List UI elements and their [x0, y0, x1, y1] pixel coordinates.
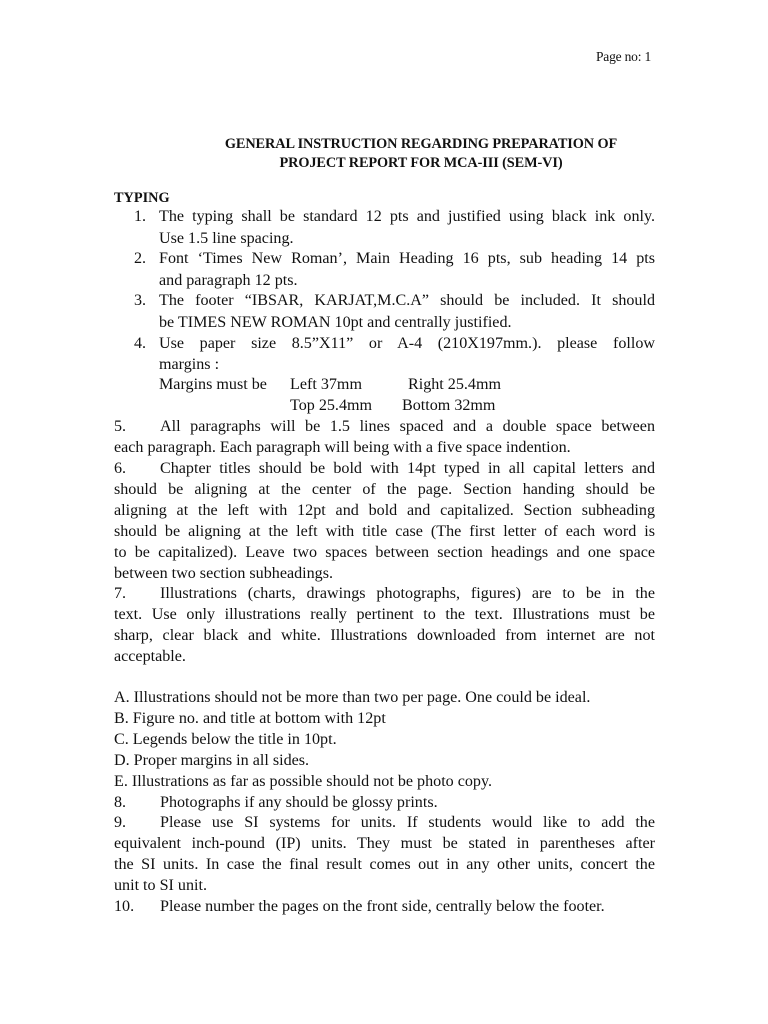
document-title-line-2: PROJECT REPORT FOR MCA-III (SEM-VI): [279, 155, 563, 171]
document-title-line-1: GENERAL INSTRUCTION REGARDING PREPARATION OF: [224, 136, 618, 152]
item-5-number: 5.: [114, 418, 127, 435]
item-7-line-3: sharp, clear black and white. Illustrations downloaded from internet are not: [114, 627, 655, 644]
sub-item-b: B. Figure no. and title at bottom with 12pt: [114, 710, 386, 727]
item-6-line-3: aligning at the left with 12pt and bold and capitalized. Section subheading: [114, 502, 655, 519]
item-6-number: 6.: [114, 460, 127, 477]
item-7-line-1: Illustrations (charts, drawings photographs, figures) are to be in the: [160, 585, 655, 602]
item-3-line-1: The footer “IBSAR, KARJAT,M.C.A” should be included. It should: [159, 292, 655, 309]
sub-item-a: A. Illustrations should not be more than two per page. One could be ideal.: [114, 689, 591, 706]
item-6-line-5: to be capitalized). Leave two spaces between section headings and one space: [114, 544, 655, 561]
margin-right-value: Right 25.4mm: [408, 376, 501, 393]
item-2-number: 2.: [134, 250, 147, 267]
item-6-line-6: between two section subheadings.: [114, 565, 334, 582]
item-10-number: 10.: [114, 898, 135, 915]
item-1-line-2: Use 1.5 line spacing.: [159, 230, 294, 247]
margin-top-value: Top 25.4mm: [290, 397, 373, 414]
margins-label: Margins must be: [159, 376, 267, 393]
item-10-line-1: Please number the pages on the front side, centrally below the footer.: [160, 898, 605, 915]
item-8-number: 8.: [114, 794, 127, 811]
item-6-line-1: Chapter titles should be bold with 14pt typed in all capital letters and: [160, 460, 655, 477]
item-9-line-1: Please use SI systems for units. If students would like to add the: [160, 814, 655, 831]
item-6-line-2: should be aligning at the center of the page. Section handing should be: [114, 481, 655, 498]
item-2-line-2: and paragraph 12 pts.: [159, 272, 298, 289]
item-5-line-2: each paragraph. Each paragraph will being with a five space indention.: [114, 439, 571, 456]
item-7-line-2: text. Use only illustrations really pertinent to the text. Illustrations must be: [114, 606, 655, 623]
margin-bottom-value: Bottom 32mm: [402, 397, 496, 414]
section-heading-typing: TYPING: [114, 190, 170, 206]
item-1-line-1: The typing shall be standard 12 pts and justified using black ink only.: [159, 208, 655, 225]
item-5-line-1: All paragraphs will be 1.5 lines spaced and a double space between: [160, 418, 655, 435]
item-9-line-3: the SI units. In case the final result comes out in any other units, concert the: [114, 856, 655, 873]
page-number: Page no: 1: [596, 49, 651, 64]
item-3-number: 3.: [134, 292, 147, 309]
item-9-line-4: unit to SI unit.: [114, 877, 207, 894]
item-2-line-1: Font ‘Times New Roman’, Main Heading 16 pts, sub heading 14 pts: [159, 250, 655, 267]
sub-item-d: D. Proper margins in all sides.: [114, 752, 310, 769]
item-6-line-4: should be aligning at the left with title case (The first letter of each word is: [114, 523, 655, 540]
item-3-line-2: be TIMES NEW ROMAN 10pt and centrally justified.: [159, 314, 512, 331]
item-8-line-1: Photographs if any should be glossy prints.: [160, 794, 438, 811]
item-7-line-4: acceptable.: [114, 648, 186, 665]
item-4-line-2: margins :: [159, 356, 220, 373]
sub-item-e: E. Illustrations as far as possible should not be photo copy.: [114, 773, 492, 790]
item-4-line-1: Use paper size 8.5”X11” or A-4 (210X197mm.). please follow: [159, 335, 655, 352]
item-1-number: 1.: [134, 208, 147, 225]
margin-left-value: Left 37mm: [290, 376, 362, 393]
item-7-number: 7.: [114, 585, 127, 602]
sub-item-c: C. Legends below the title in 10pt.: [114, 731, 337, 748]
item-9-line-2: equivalent inch-pound (IP) units. They must be stated in parentheses after: [114, 835, 655, 852]
item-9-number: 9.: [114, 814, 127, 831]
item-4-number: 4.: [134, 335, 147, 352]
